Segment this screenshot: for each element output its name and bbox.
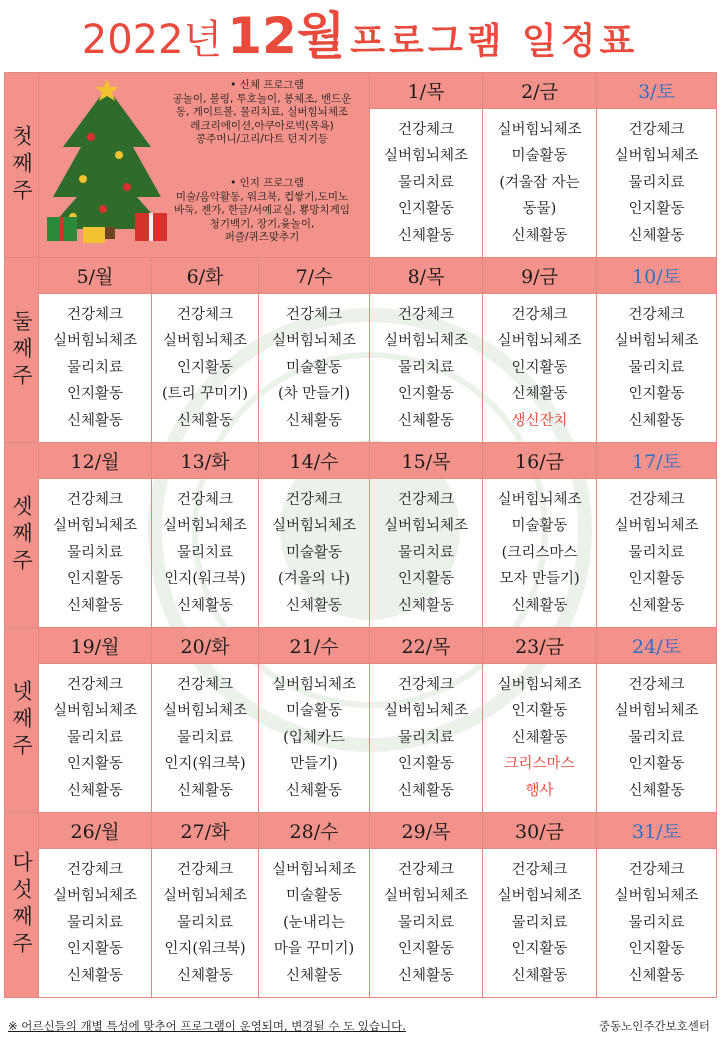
day-header: 13/화 (152, 443, 259, 479)
activity-item: 인지활동 (628, 756, 685, 773)
activity-item: 신체활동 (285, 782, 343, 799)
week-label: 첫째주 (9, 124, 34, 206)
activity-item: (입체카드 (283, 729, 345, 746)
day-header: 28/수 (259, 813, 370, 849)
activity-item: 신체활동 (398, 412, 455, 429)
activity-item: (겨울잠 자는 (499, 174, 580, 191)
activity-item: 인지(워크북) (164, 571, 246, 588)
activity-item: 실버힘뇌체조 (614, 148, 699, 165)
week-label: 다섯째주 (9, 851, 34, 959)
activity-item: 실버힘뇌체조 (52, 518, 138, 535)
activity-item: 마을 꾸미기) (273, 941, 355, 958)
day-header: 5/월 (39, 258, 152, 294)
activity-item: 물리치료 (398, 544, 455, 561)
activity-item: 신체활동 (176, 782, 234, 799)
day-header: 30/금 (483, 813, 597, 849)
physical-program (157, 79, 367, 147)
activity-item: 실버힘뇌체조 (162, 888, 248, 905)
activity-item: 신체활동 (176, 597, 234, 614)
day-schedule (483, 849, 597, 998)
activity-item: 동물) (522, 201, 557, 218)
activity-item: 실버힘뇌체조 (497, 676, 582, 693)
day-header: 15/목 (370, 443, 483, 479)
cognitive-line: 미술/음악활동, 워크북, 컵쌓기,도미노 (175, 190, 349, 203)
activity-item: 건강체크 (628, 861, 685, 878)
physical-line: 레크리에이션,아쿠아로빅(목욕) (190, 119, 334, 132)
day-schedule (483, 294, 597, 443)
day-schedule (597, 109, 717, 258)
day-header: 3/토 (597, 73, 717, 109)
day-header: 2/금 (483, 73, 597, 109)
day-schedule (370, 479, 483, 628)
day-schedule (370, 664, 483, 813)
event-item: 크리스마스 (504, 756, 575, 773)
day-header: 10/토 (597, 258, 717, 294)
activity-item: 신체활동 (285, 597, 343, 614)
activity-item: 건강체크 (66, 491, 124, 508)
activity-item: 실버힘뇌체조 (383, 703, 469, 720)
activity-item: 실버힘뇌체조 (271, 861, 357, 878)
activity-item: 실버힘뇌체조 (52, 888, 138, 905)
activity-item: 인지활동 (66, 941, 124, 958)
activity-item: 건강체크 (398, 676, 455, 693)
activity-item: 모자 만들기) (499, 571, 580, 588)
activity-item: (겨울의 나) (278, 571, 350, 588)
activity-item: 인지활동 (398, 756, 455, 773)
activity-item: 건강체크 (176, 491, 234, 508)
physical-heading: • 신체 프로그램 (230, 79, 304, 91)
activity-item: 건강체크 (398, 861, 455, 878)
week-label-cell (5, 258, 39, 443)
christmas-tree-icon (43, 77, 171, 247)
activity-item: 인지활동 (628, 201, 685, 218)
activity-item: 실버힘뇌체조 (271, 518, 357, 535)
activity-item: 실버힘뇌체조 (383, 888, 469, 905)
day-header: 31/토 (597, 813, 717, 849)
day-schedule (370, 849, 483, 998)
activity-item: 신체활동 (176, 967, 234, 984)
activity-item: 물리치료 (398, 174, 455, 191)
day-schedule (152, 479, 259, 628)
footer-note: ※ 어르신들의 개별 특성에 맞추어 프로그램이 운영되며, 변경될 수 도 있습니다. (8, 1019, 406, 1033)
activity-item: 물리치료 (398, 914, 455, 931)
activity-item: 인지활동 (511, 703, 568, 720)
activity-item: 인지활동 (511, 941, 568, 958)
activity-item: 실버힘뇌체조 (383, 148, 469, 165)
activity-item: 미술활동 (511, 148, 568, 165)
activity-item: 건강체크 (176, 676, 234, 693)
activity-item: 건강체크 (398, 491, 455, 508)
activity-item: (차 만들기) (278, 386, 350, 403)
activity-item: 건강체크 (285, 491, 343, 508)
event-item: 생신잔치 (511, 412, 568, 429)
day-schedule (370, 109, 483, 258)
activity-item: 인지활동 (66, 386, 124, 403)
activity-item: 물리치료 (628, 544, 685, 561)
activity-item: 건강체크 (398, 306, 455, 323)
activity-item: 실버힘뇌체조 (162, 518, 248, 535)
physical-line: 동, 게이트볼, 물리치료, 실버힘뇌체조 (175, 106, 349, 118)
activity-item: 실버힘뇌체조 (383, 518, 469, 535)
activity-item: 실버힘뇌체조 (614, 888, 699, 905)
activity-item: 인지활동 (511, 359, 568, 376)
activity-item: 물리치료 (628, 359, 685, 376)
day-schedule (597, 479, 717, 628)
activity-item: 물리치료 (176, 914, 234, 931)
activity-item: 신체활동 (66, 412, 124, 429)
week-label-cell (5, 813, 39, 998)
week-label-cell (5, 628, 39, 813)
activity-item: 신체활동 (398, 227, 455, 244)
day-schedule (259, 849, 370, 998)
day-schedule (597, 664, 717, 813)
day-header: 24/토 (597, 628, 717, 664)
activity-item: 건강체크 (628, 306, 685, 323)
activity-item: 물리치료 (176, 729, 234, 746)
activity-item: 실버힘뇌체조 (383, 333, 469, 350)
cognitive-line: 퍼즐/퀴즈맞추기 (224, 231, 300, 243)
physical-line: 콩주머니/고리/다트 던지기등 (195, 133, 329, 145)
activity-item: 물리치료 (398, 729, 455, 746)
day-header: 21/수 (259, 628, 370, 664)
day-schedule (597, 294, 717, 443)
activity-item: 신체활동 (66, 782, 124, 799)
cognitive-line: 청기백기, 장기,윷놀이, (209, 217, 315, 230)
physical-line: 공놀이, 볼링, 투호놀이, 봉체조, 밴드운 (172, 92, 352, 105)
day-header: 19/월 (39, 628, 152, 664)
activity-item: 실버힘뇌체조 (271, 333, 357, 350)
activity-item: 인지활동 (398, 386, 455, 403)
activity-item: 실버힘뇌체조 (614, 703, 699, 720)
day-schedule (39, 664, 152, 813)
day-header: 6/화 (152, 258, 259, 294)
activity-item: 신체활동 (285, 412, 343, 429)
title-text: 프로그램 일정표 (350, 21, 639, 62)
activity-item: 실버힘뇌체조 (497, 491, 582, 508)
activity-item: 건강체크 (285, 306, 343, 323)
event-item: 행사 (525, 782, 554, 799)
activity-item: 실버힘뇌체조 (162, 333, 248, 350)
activity-item: (눈내리는 (283, 914, 345, 931)
day-header: 9/금 (483, 258, 597, 294)
day-header: 22/목 (370, 628, 483, 664)
day-schedule (259, 664, 370, 813)
activity-item: 신체활동 (628, 597, 685, 614)
activity-item: 건강체크 (66, 861, 124, 878)
activity-item: 신체활동 (398, 967, 455, 984)
day-header: 16/금 (483, 443, 597, 479)
title-year: 2022년 (81, 17, 223, 63)
activity-item: 건강체크 (66, 676, 124, 693)
day-schedule (483, 109, 597, 258)
day-schedule (39, 849, 152, 998)
activity-item: 인지활동 (176, 359, 234, 376)
day-header: 7/수 (259, 258, 370, 294)
activity-item: 인지활동 (628, 571, 685, 588)
activity-item: 건강체크 (176, 306, 234, 323)
activity-item: 물리치료 (176, 544, 234, 561)
activity-item: 인지활동 (66, 756, 124, 773)
activity-item: 인지활동 (628, 941, 685, 958)
activity-item: 신체활동 (511, 729, 568, 746)
day-header: 12/월 (39, 443, 152, 479)
day-header: 14/수 (259, 443, 370, 479)
activity-item: 신체활동 (285, 967, 343, 984)
activity-item: 신체활동 (398, 597, 455, 614)
day-header: 27/화 (152, 813, 259, 849)
activity-item: 신체활동 (66, 967, 124, 984)
activity-item: 건강체크 (628, 491, 685, 508)
activity-item: 실버힘뇌체조 (52, 703, 138, 720)
activity-item: 실버힘뇌체조 (271, 676, 357, 693)
day-schedule (259, 479, 370, 628)
activity-item: 건강체크 (628, 121, 685, 138)
day-header: 8/목 (370, 258, 483, 294)
title-month: 12월 (227, 7, 346, 65)
day-schedule (39, 479, 152, 628)
activity-item: 물리치료 (628, 174, 685, 191)
activity-item: (크리스마스 (501, 544, 578, 561)
activity-item: 물리치료 (66, 729, 124, 746)
activity-item: 신체활동 (511, 597, 568, 614)
activity-item: 물리치료 (628, 914, 685, 931)
activity-item: 신체활동 (176, 412, 234, 429)
day-header: 26/월 (39, 813, 152, 849)
activity-item: 인지활동 (398, 201, 455, 218)
activity-item: 신체활동 (511, 386, 568, 403)
activity-item: 물리치료 (628, 729, 685, 746)
week-label-cell (5, 443, 39, 628)
activity-item: 실버힘뇌체조 (497, 333, 582, 350)
activity-item: 물리치료 (66, 544, 124, 561)
activity-item: 인지(워크북) (164, 756, 246, 773)
activity-item: 건강체크 (398, 121, 455, 138)
program-intro (39, 73, 370, 258)
week-label-cell (5, 73, 39, 258)
day-header: 20/화 (152, 628, 259, 664)
activity-item: 신체활동 (628, 967, 685, 984)
activity-item: 신체활동 (628, 782, 685, 799)
day-schedule (370, 294, 483, 443)
activity-item: 미술활동 (285, 544, 343, 561)
activity-item: 실버힘뇌체조 (497, 121, 582, 138)
activity-item: 실버힘뇌체조 (162, 703, 248, 720)
day-schedule (483, 479, 597, 628)
day-header: 17/토 (597, 443, 717, 479)
activity-item: 물리치료 (66, 914, 124, 931)
day-schedule (152, 294, 259, 443)
center-name: 중동노인주간보호센터 (598, 1019, 710, 1033)
cognitive-heading: • 인지 프로그램 (230, 177, 304, 189)
activity-item: 미술활동 (285, 888, 343, 905)
activity-item: 실버힘뇌체조 (614, 333, 699, 350)
activity-item: 미술활동 (285, 359, 343, 376)
activity-item: 건강체크 (511, 306, 568, 323)
activity-item: 신체활동 (511, 227, 568, 244)
activity-item: 만들기) (290, 756, 338, 773)
cognitive-line: 바둑, 젠가, 한글/서예교실, 뿅망치게임 (174, 204, 350, 216)
day-schedule (259, 294, 370, 443)
activity-item: 인지활동 (66, 571, 124, 588)
page-title (0, 6, 720, 78)
day-schedule (597, 849, 717, 998)
week-label: 셋째주 (9, 494, 34, 576)
activity-item: 신체활동 (628, 227, 685, 244)
activity-item: 신체활동 (511, 967, 568, 984)
day-schedule (39, 294, 152, 443)
day-header: 23/금 (483, 628, 597, 664)
activity-item: 실버힘뇌체조 (52, 333, 138, 350)
activity-item: 미술활동 (285, 703, 343, 720)
activity-item: 인지(워크북) (164, 941, 246, 958)
activity-item: 인지활동 (398, 571, 455, 588)
calendar-table (4, 72, 717, 998)
activity-item: 신체활동 (628, 412, 685, 429)
day-schedule (152, 664, 259, 813)
activity-item: 실버힘뇌체조 (614, 518, 699, 535)
cognitive-program (157, 177, 367, 245)
activity-item: 인지활동 (398, 941, 455, 958)
day-header: 1/목 (370, 73, 483, 109)
day-schedule (483, 664, 597, 813)
activity-item: 물리치료 (511, 914, 568, 931)
activity-item: (트리 꾸미기) (162, 386, 248, 403)
activity-item: 건강체크 (511, 861, 568, 878)
activity-item: 건강체크 (66, 306, 124, 323)
activity-item: 신체활동 (66, 597, 124, 614)
activity-item: 신체활동 (398, 782, 455, 799)
activity-item: 물리치료 (398, 359, 455, 376)
activity-item: 물리치료 (66, 359, 124, 376)
week-label: 넷째주 (9, 679, 34, 761)
day-header: 29/목 (370, 813, 483, 849)
activity-item: 건강체크 (628, 676, 685, 693)
day-schedule (152, 849, 259, 998)
activity-item: 인지활동 (628, 386, 685, 403)
activity-item: 실버힘뇌체조 (497, 888, 582, 905)
activity-item: 미술활동 (511, 518, 568, 535)
activity-item: 건강체크 (176, 861, 234, 878)
week-label: 둘째주 (9, 309, 34, 391)
